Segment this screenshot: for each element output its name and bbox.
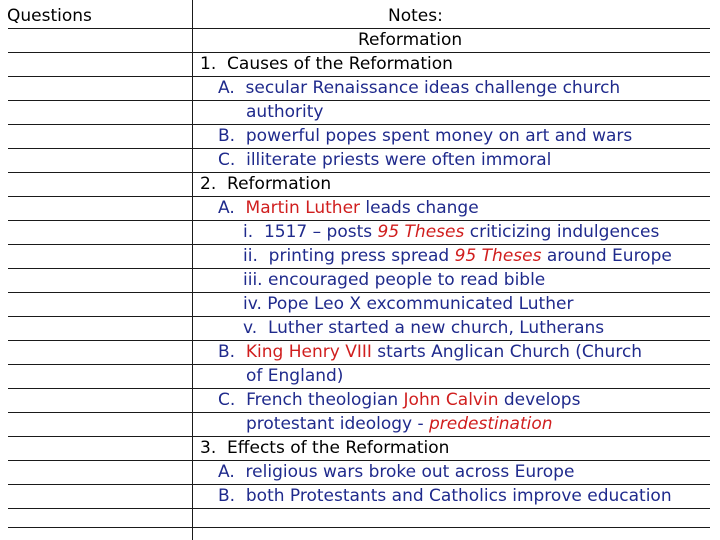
note-text: religious wars broke out across Europe xyxy=(245,462,575,482)
notes-subtitle: Reformation xyxy=(358,30,463,50)
note-text: French theologian xyxy=(246,390,404,410)
rule-line xyxy=(8,364,710,365)
outline-item-2a-iii xyxy=(243,268,545,292)
rule-line xyxy=(8,527,710,528)
note-text: powerful popes spent money on art and wars xyxy=(245,126,633,146)
highlight-term: 95 Theses xyxy=(454,246,542,266)
roman-numeral: v. xyxy=(243,318,258,338)
note-text: 1517 – posts xyxy=(263,222,378,242)
outline-item-2a-iv xyxy=(243,292,573,316)
highlight-name: Martin Luther xyxy=(245,198,361,218)
outline-item-2b-cont: of England) xyxy=(246,366,344,386)
outline-letter: A. xyxy=(218,78,235,98)
outline-letter: A. xyxy=(218,462,235,482)
highlight-term: predestination xyxy=(429,414,553,434)
highlight-name: John Calvin xyxy=(403,390,499,410)
outline-section-2 xyxy=(200,172,331,196)
outline-item-2a-v xyxy=(243,316,604,340)
note-text: Pope Leo X excommunicated Luther xyxy=(267,294,574,314)
note-text: leads change xyxy=(360,198,479,218)
rule-line xyxy=(8,100,710,101)
outline-section-3 xyxy=(200,436,449,460)
note-text: around Europe xyxy=(541,246,672,266)
outline-item-2a xyxy=(218,196,479,220)
section-heading: Effects of the Reformation xyxy=(227,438,450,458)
outline-letter: C. xyxy=(218,150,236,170)
highlight-name: King Henry VIII xyxy=(245,342,372,362)
section-heading: Causes of the Reformation xyxy=(227,54,453,74)
outline-item-2c xyxy=(218,388,580,412)
outline-item-1b xyxy=(218,124,632,148)
note-text: printing press spread xyxy=(268,246,455,266)
rule-line xyxy=(8,508,710,509)
roman-numeral: iii. xyxy=(243,270,263,290)
outline-number: 1. xyxy=(200,54,217,74)
outline-letter: A. xyxy=(218,198,235,218)
column-divider xyxy=(192,0,193,540)
outline-number: 3. xyxy=(200,438,217,458)
note-text: starts Anglican Church (Church xyxy=(371,342,643,362)
outline-item-3b xyxy=(218,484,672,508)
highlight-term: 95 Theses xyxy=(377,222,465,242)
outline-item-2b xyxy=(218,340,642,364)
section-heading: Reformation xyxy=(227,174,332,194)
outline-letter: B. xyxy=(218,342,236,362)
outline-item-2c-cont xyxy=(246,412,553,436)
outline-item-1a xyxy=(218,76,620,100)
note-text: both Protestants and Catholics improve education xyxy=(245,486,672,506)
roman-numeral: i. xyxy=(243,222,254,242)
outline-item-2a-i xyxy=(243,220,659,244)
outline-item-1c xyxy=(218,148,551,172)
note-text: encouraged people to read bible xyxy=(267,270,546,290)
outline-section-1 xyxy=(200,52,453,76)
note-text: protestant ideology - xyxy=(246,414,430,434)
note-text: Luther started a new church, Lutherans xyxy=(267,318,605,338)
outline-item-1a-cont: authority xyxy=(246,102,324,122)
roman-numeral: ii. xyxy=(243,246,258,266)
rule-line xyxy=(8,172,710,173)
outline-letter: C. xyxy=(218,390,236,410)
outline-item-3a xyxy=(218,460,574,484)
roman-numeral: iv. xyxy=(243,294,262,314)
note-text: develops xyxy=(498,390,581,410)
note-text: criticizing indulgences xyxy=(464,222,660,242)
outline-letter: B. xyxy=(218,486,236,506)
questions-heading: Questions xyxy=(7,6,92,26)
outline-letter: B. xyxy=(218,126,236,146)
note-text: secular Renaissance ideas challenge church xyxy=(245,78,621,98)
notes-heading: Notes: xyxy=(388,6,443,26)
note-text: illiterate priests were often immoral xyxy=(246,150,552,170)
outline-item-2a-ii xyxy=(243,244,672,268)
outline-number: 2. xyxy=(200,174,217,194)
